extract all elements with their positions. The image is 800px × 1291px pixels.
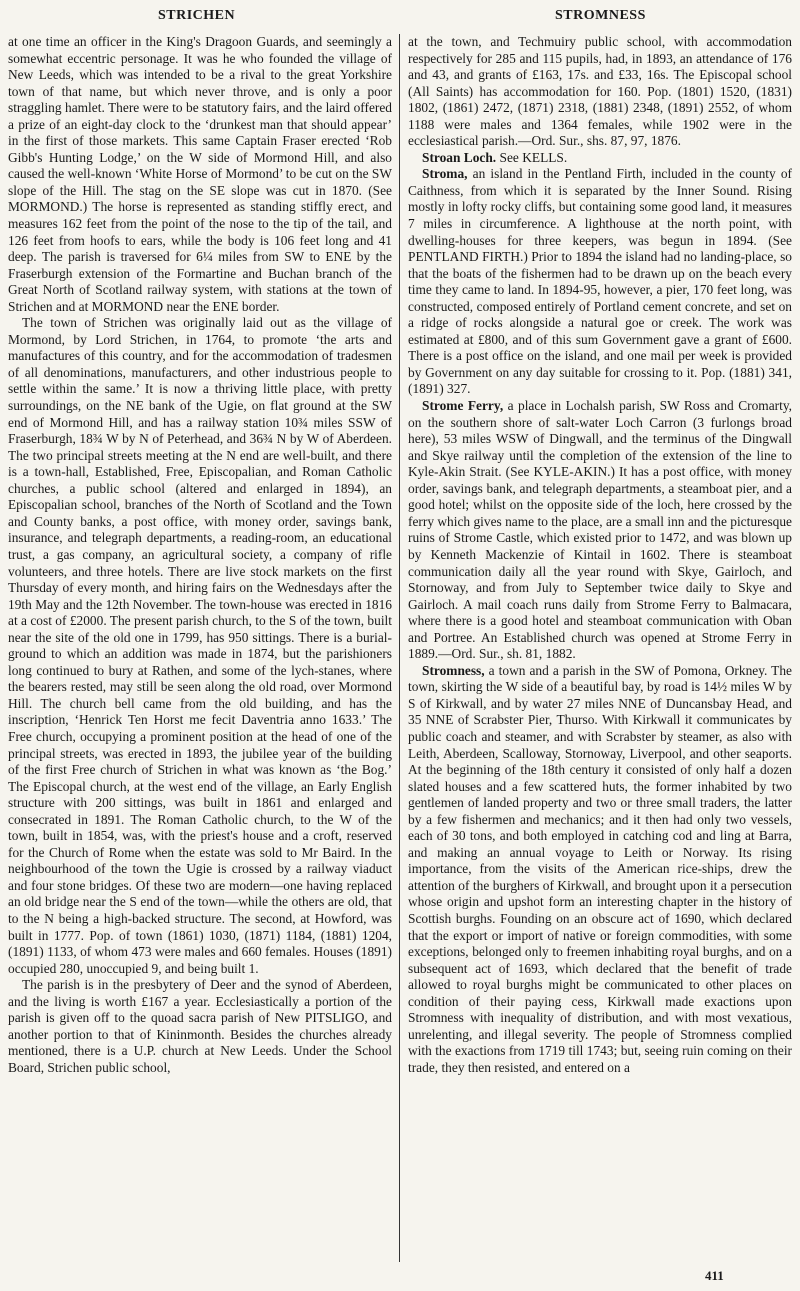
left-paragraph-1: at one time an officer in the King's Dragoon Guards, and seemingly a somewhat eccentric personage. It was he who founded the village of New Leeds, which was intended to be a rival to the great Yorkshire town of that name, but which never throve, and is only a poor straggling hamlet. There were to be statutory fairs, and the laird offered a prize of an eight-day clock to the ‘drunkest man that should appear’ in the first of those markets. This same Captain Fraser erected ‘Rob Gibb's Hunting Lodge,’ on the W side of Mormond Hill, and also caused the well-known ‘White Horse of Mormond’ to be cut on the SW slope of the Hill. The stag on the SE slope was cut in 1870. (See MORMOND.) The horse is represented as standing stiffly erect, and measures 162 feet from the point of the nose to the tip of the tail, and 126 feet from hoofs to ears, while the body is 106 feet long and 41 deep. The parish is traversed for 6¼ miles from SW to ENE by the Fraserburgh extension of the Formartine and Buchan branch of the Great North of Scotland railway system, with stations at the town of Strichen and at MORMOND near the ENE border. [8, 34, 392, 314]
page-number: 411 [705, 1268, 724, 1283]
left-paragraph-3: The parish is in the presbytery of Deer and the synod of Aberdeen, and the living is worth £167 a year. Ecclesiastically a portion of the parish is given off to the quoad sacra parish of New PITSLIGO, and another portion to that of Kininmonth. Besides the churches already mentioned, there is a U.P. church at New Leeds. Under the School Board, Strichen public school, [8, 977, 392, 1075]
entry-strome-ferry [408, 398, 792, 663]
header-left: STRICHEN [158, 8, 236, 23]
entry-heading: Stroma, [422, 166, 468, 182]
left-paragraph-2: The town of Strichen was originally laid out as the village of Mormond, by Lord Strichen, in 1764, to promote ‘the arts and manufactures of this country, and for the accommodation of tradesmen of all denominations, manufacturers, and other industrious people to settle within the same.’ It is now a thriving little place, with pretty surroundings, on the NE bank of the Ugie, on flat ground at the SW end of Mormond Hill, and has a railway station 10¾ miles SSW of Fraserburgh, 18¾ W by N of Peterhead, and 36¾ N by W of Aberdeen. The two principal streets meeting at the N end are well-built, and there is a town-hall, Established, Free, Episcopalian, and Roman Catholic churches, a public school (altered and enlarged in 1894), an Episcopalian school, branches of the North of Scotland and the Town and County banks, a post office, with money order, savings bank, insurance, and telegraph departments, a reading-room, an educational trust, a gas company, an agricultural society, a company of rifle volunteers, and three hotels. There are live stock markets on the first Thursday of every month, and hiring fairs on the Wednesdays after the 19th May and the 12th November. The town-house was erected in 1816 at a cost of £2000. The present parish church, to the S of the town, built near the site of the old one in 1799, has 950 sittings. There is a burial-ground to which an addition was made in 1874, but the parishioners long continued to bury at Rathen, and some of the lych-stanes, where the bearers rested, may still be seen along the old road, over Mormond Hill. The church bell came from the old building, and has the inscription, ‘Henrick Ten Horst me fecit Daventria anno 1633.’ The Free church, occupying a prominent position at the head of one of the principal streets, was erected in 1893, the jubilee year of the building of the first Free church of Strichen in what was known as ‘the Bog.’ The Episcopal church, at the west end of the village, an Early English structure with 200 sittings, was built in 1861 and enlarged and consecrated in 1891. The Roman Catholic church, to the W of the town, built in 1854, was, with the priest's house and a croft, reserved for the Church of Rome when the estate was sold to Mr Baird. In the neighbourhood of the town the Ugie is crossed by a railway viaduct and four stone bridges. Of these two are modern—one having replaced an old bridge near the S end of the town—while the others are old, that to the N being a high-backed structure. The second, at Howford, was built in 1777. Pop. of town (1861) 1030, (1871) 1184, (1881) 1204, (1891) 1133, of whom 473 were males and 660 females. Houses (1891) occupied 280, unoccupied 9, and being built 1. [8, 315, 392, 976]
entry-stromness [408, 663, 792, 1077]
entry-body: an island in the Pentland Firth, included in the county of Caithness, from which it is separated by the Inner Sound. Rising mostly in lofty rocky cliffs, but containing some good land, it measures 7 miles in circumference. A lighthouse at the north point, with dwelling-houses for three keepers, was begun in 1894. (See PENTLAND FIRTH.) Prior to 1894 the island had no landing-place, so that the boats of the fishermen had to be drawn up on the beach every time they came to land. In 1894-95, however, a pier, 170 feet long, was constructed, composed entirely of Portland cement concrete, and set on a ridge of rocks alongside a natural goe or creek. The work was estimated at £800, and of this sum Government gave a grant of £600. There is a post office on the island, and one mail per week is provided by Government on any day suitable for crossing to it. Pop. (1881) 341, (1891) 327. [408, 166, 792, 397]
entry-heading: Strome Ferry, [422, 398, 504, 414]
running-header [0, 6, 800, 28]
right-paragraph-1: at the town, and Techmuiry public school, with accommodation respectively for 285 and 115 pupils, had, in 1893, an attendance of 176 and 43, and grants of £163, 17s. and £33, 16s. The Episcopal school (All Saints) has accommodation for 160. Pop. (1801) 1520, (1831) 1802, (1861) 2472, (1871) 2318, (1881) 2348, (1891) 2552, of whom 1188 were males and 1364 females, while 1902 were in the ecclesiastical parish.—Ord. Sur., shs. 87, 97, 1876. [408, 34, 792, 149]
entry-heading: Stromness, [422, 662, 485, 678]
header-right: STROMNESS [555, 8, 646, 23]
right-column [408, 34, 792, 1264]
entry-body: a town and a parish in the SW of Pomona, Orkney. The town, skirting the W side of a beautiful bay, by road is 14½ miles W by S of Kirkwall, and by water 27 miles NNE of Duncansbay Head, and 35 NNE of Scrabster Pier, Thurso. With Kirkwall it communicates by public coach and steamer, and with Scrabster by steamer, as also with Leith, Aberdeen, Scalloway, Stornoway, Liverpool, and other seaports. At the beginning of the 18th century it consisted of only half a dozen slated houses and a few scattered huts, the former inhabited by two gentlemen of landed property and two or three small traders, the latter by a few fishermen and mechanics; and it then had only two vessels, each of 30 tons, and both employed in catching cod and ling at Barra, and making an annual voyage to Leith or Norway. Its rising importance, from the visits of the American rice-ships, drew the attention of the burghers of Kirkwall, and brought upon it a persecution whose origin and upshot form an interesting chapter in the history of Scottish burghs. Founding on an obscure act of 1690, which declared that the export or import of native or foreign commodities, with some exceptions, belonged only to freemen inhabiting royal burghs, and on a subsequent act of 1693, which declared that the benefit of trade allowed to royal burghs might be communicated to other places on condition of their paying cess, Kirkwall made exactions upon Stromness with inequality of distribution, and with most vexatious, unrelenting, and illegal severity. The people of Stromness complied with the exactions from 1719 till 1743; but, seeing ruin coming on their trade, they then resisted, and entered on a [408, 662, 792, 1075]
entry-heading: Stroan Loch. [422, 149, 497, 165]
entry-body: a place in Lochalsh parish, SW Ross and Cromarty, on the southern shore of salt-water Loch Carron (3 furlongs broad here), 53 miles WSW of Dingwall, and the terminus of the Dingwall and Skye railway until the completion of the extension of the line to Kyle-Akin Strait. (See KYLE-AKIN.) It has a post office, with money order, savings bank, and telegraph departments, a steamboat pier, and a good hotel; whilst on the opposite side of the loch, here crossed by the ferry which gives name to the place, are a small inn and the picturesque ruins of Strome Castle, which existed prior to 1472, and was blown up by Kenneth Mackenzie of Kintail in 1602. There is steamboat communication daily all the year round with Skye, Gairloch, and Stornoway, and from July to September twice daily to Skye and Gairloch. A mail coach runs daily from Strome Ferry to Balmacara, where there is a good hotel and steamboat communication with Oban and Portree. An Established church was opened at Strome Ferry in 1889.—Ord. Sur., sh. 81, 1882. [408, 398, 792, 662]
entry-body: See KELLS. [499, 149, 568, 165]
entry-stroan-loch [408, 150, 792, 167]
column-divider [399, 34, 400, 1262]
left-column [8, 34, 392, 1264]
entry-stroma [408, 166, 792, 398]
